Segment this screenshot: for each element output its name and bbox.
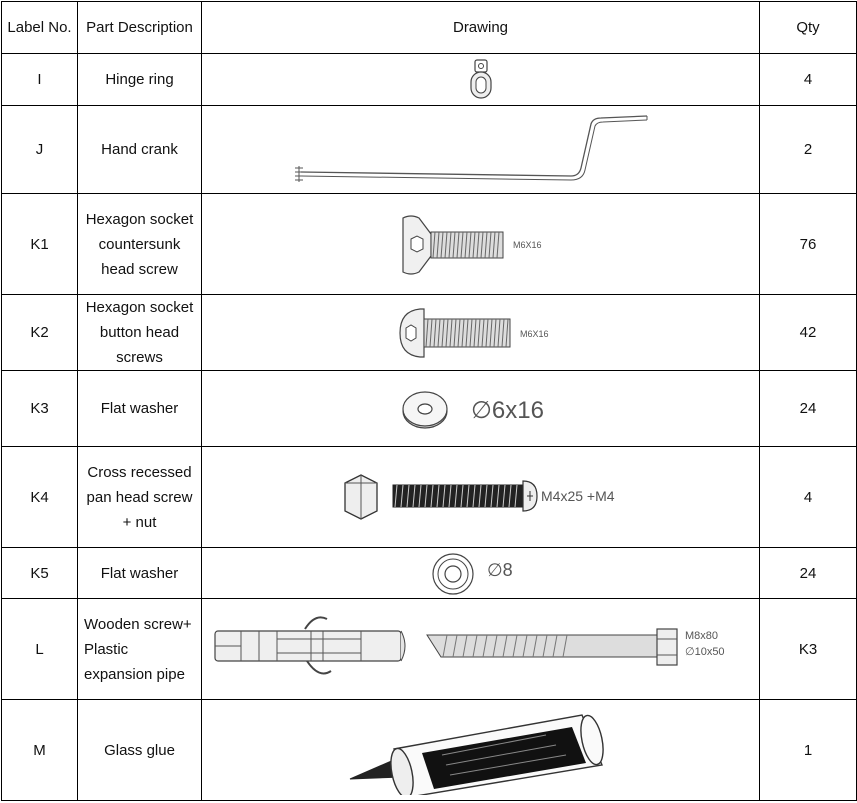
dimension-label: M8x80 xyxy=(684,630,718,642)
row-qty: K3 xyxy=(760,599,857,700)
dimension-label: ∅6x16 xyxy=(470,396,544,424)
table-row xyxy=(2,106,857,194)
header-qty: Qty xyxy=(760,2,857,54)
table-row xyxy=(2,599,857,700)
row-label: K2 xyxy=(2,295,78,371)
glass-glue-tube-icon xyxy=(346,705,616,795)
row-description: Hexagon socket countersunk head screw xyxy=(78,194,202,295)
dimension-label: M4x25 +M4 xyxy=(540,488,615,504)
row-description: Flat washer xyxy=(78,371,202,447)
row-qty: 2 xyxy=(760,106,857,194)
row-qty: 1 xyxy=(760,700,857,801)
row-qty: 76 xyxy=(760,194,857,295)
row-description: Hand crank xyxy=(78,106,202,194)
pan-head-screw-nut-icon xyxy=(341,467,621,527)
flat-washer-icon xyxy=(401,384,561,434)
row-label: I xyxy=(2,54,78,106)
row-drawing xyxy=(202,700,760,801)
table-row xyxy=(2,54,857,106)
row-drawing xyxy=(202,599,760,700)
row-drawing xyxy=(202,106,760,194)
row-drawing xyxy=(202,295,760,371)
dimension-label: M6X16 xyxy=(512,240,542,250)
table-row xyxy=(2,447,857,548)
row-drawing xyxy=(202,194,760,295)
row-qty: 4 xyxy=(760,447,857,548)
row-qty: 24 xyxy=(760,548,857,599)
table-row xyxy=(2,194,857,295)
wood-screw-expansion-pipe-icon xyxy=(211,609,751,689)
row-label: K1 xyxy=(2,194,78,295)
table-row xyxy=(2,700,857,801)
flat-washer-icon xyxy=(431,550,531,596)
row-label: J xyxy=(2,106,78,194)
row-qty: 24 xyxy=(760,371,857,447)
header-description: Part Description xyxy=(78,2,202,54)
row-label: K3 xyxy=(2,371,78,447)
header-row xyxy=(2,2,857,54)
row-description: Flat washer xyxy=(78,548,202,599)
table-row xyxy=(2,548,857,599)
countersunk-screw-icon xyxy=(401,212,561,276)
dimension-label: ∅8 xyxy=(486,560,513,580)
row-label: L xyxy=(2,599,78,700)
row-drawing xyxy=(202,54,760,106)
hinge-ring-icon xyxy=(461,58,501,102)
parts-table xyxy=(1,1,857,801)
row-description: Wooden screw+ Plastic expansion pipe xyxy=(78,599,202,700)
header-label: Label No. xyxy=(2,2,78,54)
row-description: Hinge ring xyxy=(78,54,202,106)
dimension-label: M6X16 xyxy=(519,328,549,339)
row-qty: 42 xyxy=(760,295,857,371)
row-qty: 4 xyxy=(760,54,857,106)
row-description: Cross recessed pan head screw + nut xyxy=(78,447,202,548)
row-description: Glass glue xyxy=(78,700,202,801)
row-description: Hexagon socket button head screws xyxy=(78,295,202,371)
table-row xyxy=(2,295,857,371)
table-row xyxy=(2,371,857,447)
row-label: K4 xyxy=(2,447,78,548)
hand-crank-icon xyxy=(291,110,671,190)
row-drawing xyxy=(202,371,760,447)
row-label: K5 xyxy=(2,548,78,599)
row-drawing xyxy=(202,447,760,548)
button-head-screw-icon xyxy=(396,301,566,365)
dimension-label-2: ∅10x50 xyxy=(684,646,725,658)
row-drawing xyxy=(202,548,760,599)
row-label: M xyxy=(2,700,78,801)
header-drawing: Drawing xyxy=(202,2,760,54)
